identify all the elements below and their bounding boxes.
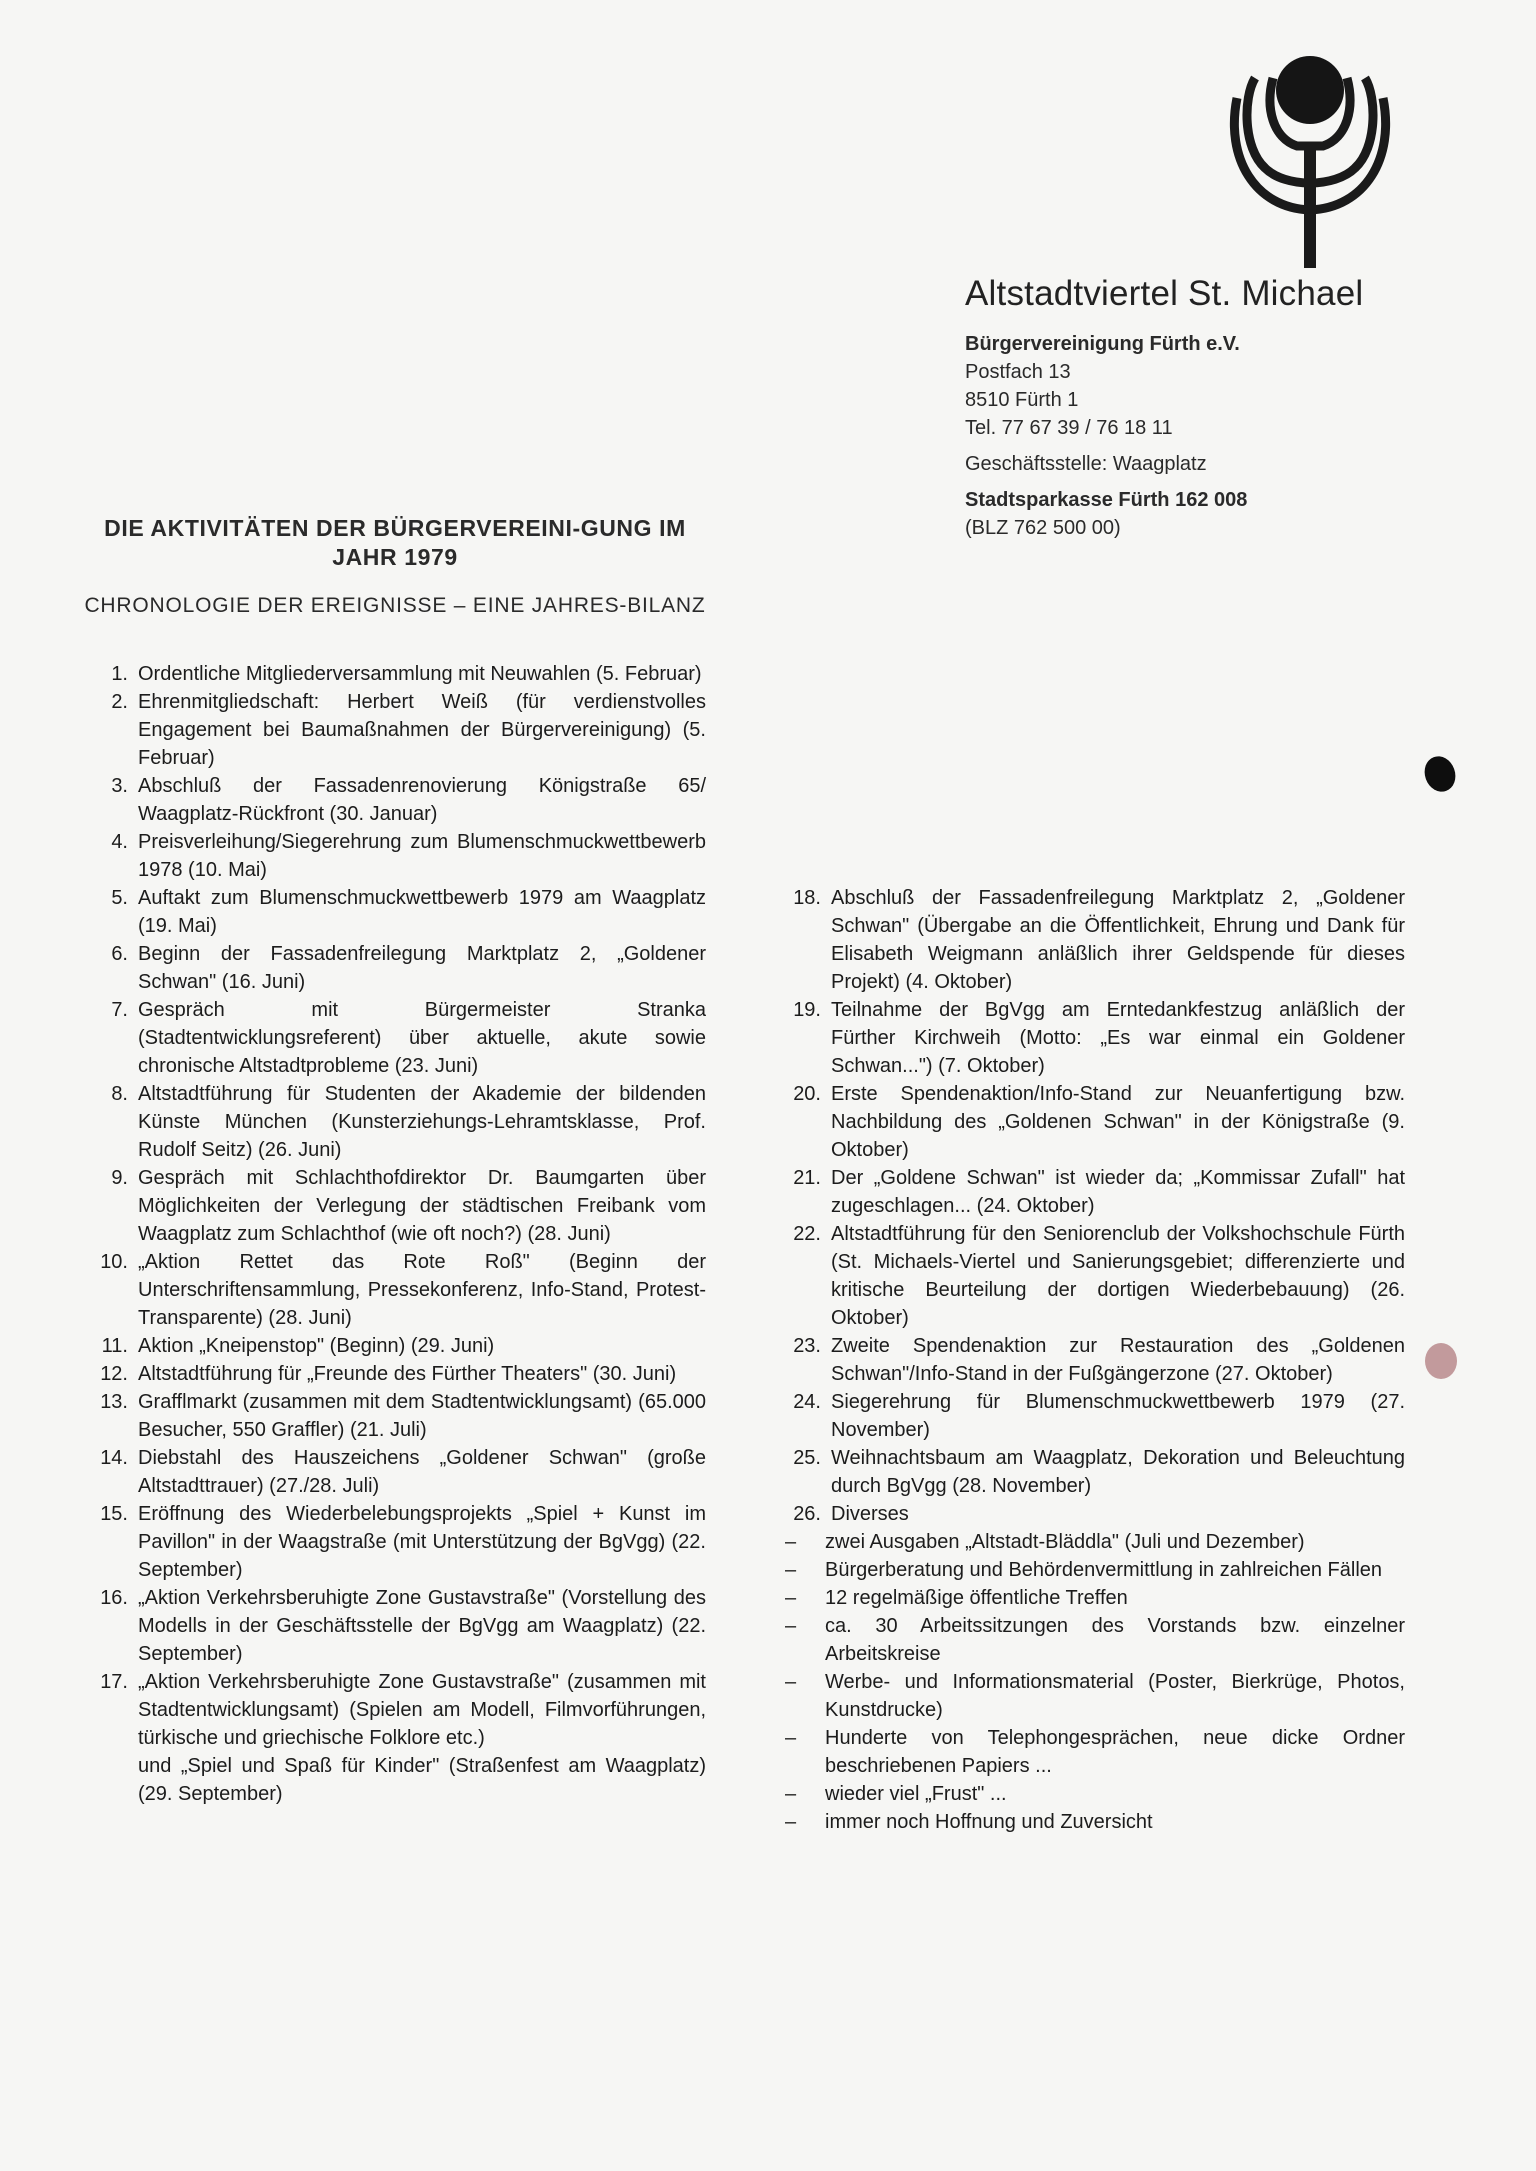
chronology-list-right xyxy=(781,884,1405,1836)
list-item: 14. Diebstahl des Hauszeichens „Goldener Schwan" (große Altstadttrauer) (27./28. Juli) xyxy=(100,1447,706,1497)
diverses-item: – Hunderte von Telephongesprächen, neue dicke Ordner beschriebenen Papiers ... xyxy=(785,1727,1405,1777)
association-name: Bürgervereinigung Fürth e.V. xyxy=(965,333,1240,355)
stain-mark xyxy=(1425,1343,1457,1379)
bank-name: Stadtsparkasse Fürth 162 008 xyxy=(965,489,1248,511)
office-address: Geschäftsstelle: Waagplatz xyxy=(965,453,1207,475)
list-item: 11. Aktion „Kneipenstop" (Beginn) (29. Juni) xyxy=(101,1335,495,1357)
list-item: 22. Altstadtführung für den Seniorenclub der Volkshochschule Fürth (St. Michaels-Viertel und Sanierungsgebiet; differenzierte und kritische Beurteilung der dortigen Wiederbebauung) (26. Oktober) xyxy=(793,1223,1405,1329)
postfach: Postfach 13 xyxy=(965,361,1071,383)
letterhead-address xyxy=(965,330,1247,542)
list-item: 2. Ehrenmitgliedschaft: Herbert Weiß (für verdienstvolles Engagement bei Baumaßnahmen der Bürgervereinigung) (5. Februar) xyxy=(111,691,706,769)
list-item: 4. Preisverleihung/Siegerehrung zum Blumenschmuckwettbewerb 1978 (10. Mai) xyxy=(111,831,706,881)
organization-name: Altstadtviertel St. Michael xyxy=(965,274,1364,313)
diverses-item: – immer noch Hoffnung und Zuversicht xyxy=(785,1811,1153,1833)
list-item: 7. Gespräch mit Bürgermeister Stranka (Stadtentwicklungsreferent) über aktuelle, akute sowie chronische Altstadtprobleme (23. Juni) xyxy=(111,999,706,1077)
diverses-item: – Bürgerberatung und Behördenvermittlung in zahlreichen Fällen xyxy=(785,1559,1383,1581)
list-item: 21. Der „Goldene Schwan" ist wieder da; „Kommissar Zufall" hat zugeschlagen... (24. Oktober) xyxy=(793,1167,1405,1217)
list-item: 24. Siegerehrung für Blumenschmuckwettbewerb 1979 (27. November) xyxy=(793,1391,1405,1441)
diverses-item: – ca. 30 Arbeitssitzungen des Vorstands bzw. einzelner Arbeitskreise xyxy=(785,1615,1405,1665)
bank-code: (BLZ 762 500 00) xyxy=(965,517,1121,539)
city-line: 8510 Fürth 1 xyxy=(965,389,1079,411)
association-emblem-icon xyxy=(1225,38,1395,268)
list-item: 10. „Aktion Rettet das Rote Roß" (Beginn der Unterschriftensammlung, Pressekonferenz, Info-Stand, Protest-Transparente) (28. Juni) xyxy=(100,1251,706,1329)
list-item: 8. Altstadtführung für Studenten der Akademie der bildenden Künste München (Kunsterziehungs-Lehramtsklasse, Prof. Rudolf Seitz) (26. Juni) xyxy=(111,1083,706,1161)
diverses-item: – 12 regelmäßige öffentliche Treffen xyxy=(785,1587,1128,1609)
list-item: 6. Beginn der Fassadenfreilegung Marktplatz 2, „Goldener Schwan" (16. Juni) xyxy=(111,943,706,993)
diverses-item: – zwei Ausgaben „Altstadt-Bläddla" (Juli und Dezember) xyxy=(785,1531,1305,1553)
list-item: 26. Diverses xyxy=(793,1503,909,1525)
list-item: 23. Zweite Spendenaktion zur Restauration des „Goldenen Schwan"/Info-Stand in der Fußgängerzone (27. Oktober) xyxy=(793,1335,1405,1385)
chronology-list-left xyxy=(84,660,706,1808)
diverses-item: – wieder viel „Frust" ... xyxy=(785,1783,1007,1805)
list-item-continuation: und „Spiel und Spaß für Kinder" (Straßenfest am Waagplatz) (29. September) xyxy=(138,1755,706,1805)
list-item: 25. Weihnachtsbaum am Waagplatz, Dekoration und Beleuchtung durch BgVgg (28. November) xyxy=(793,1447,1405,1497)
list-item: 1. Ordentliche Mitgliederversammlung mit Neuwahlen (5. Februar) xyxy=(111,663,702,685)
list-item: 15. Eröffnung des Wiederbelebungsprojekts „Spiel + Kunst im Pavillon" in der Waagstraße (mit Unterstützung der BgVgg) (22. September) xyxy=(100,1503,706,1581)
list-item: 17. „Aktion Verkehrsberuhigte Zone Gustavstraße" (zusammen mit Stadtentwicklungsamt) (Spielen am Modell, Filmvorführungen, türkische und griechische Folklore etc.) xyxy=(100,1671,706,1749)
diverses-item: – Werbe- und Informationsmaterial (Poster, Bierkrüge, Photos, Kunstdrucke) xyxy=(785,1671,1405,1721)
list-item: 5. Auftakt zum Blumenschmuckwettbewerb 1979 am Waagplatz (19. Mai) xyxy=(111,887,706,937)
list-item: 19. Teilnahme der BgVgg am Erntedankfestzug anläßlich der Fürther Kirchweih (Motto: „Es war einmal ein Goldener Schwan...") (7. Oktober) xyxy=(793,999,1405,1077)
document-title: DIE AKTIVITÄTEN DER BÜRGERVEREINI-GUNG IM JAHR 1979 xyxy=(104,515,686,570)
list-item: 18. Abschluß der Fassadenfreilegung Marktplatz 2, „Goldener Schwan" (Übergabe an die Öffentlichkeit, Ehrung und Dank für Elisabeth Weigmann anläßlich ihrer Geldspende für dieses Projekt) (4. Oktober) xyxy=(793,887,1405,993)
list-item: 13. Grafflmarkt (zusammen mit dem Stadtentwicklungsamt) (65.000 Besucher, 550 Graffler) (21. Juli) xyxy=(100,1391,706,1441)
document-subtitle: CHRONOLOGIE DER EREIGNISSE – EINE JAHRES-BILANZ xyxy=(84,594,706,617)
list-item: 9. Gespräch mit Schlachthofdirektor Dr. Baumgarten über Möglichkeiten der Verlegung der städtischen Freibank vom Waagplatz zum Schlachthof (wie oft noch?) (28. Juni) xyxy=(111,1167,706,1245)
list-item: 12. Altstadtführung für „Freunde des Fürther Theaters" (30. Juni) xyxy=(100,1363,677,1385)
telephone: Tel. 77 67 39 / 76 18 11 xyxy=(965,417,1173,439)
list-item: 3. Abschluß der Fassadenrenovierung Königstraße 65/ Waagplatz-Rückfront (30. Januar) xyxy=(111,775,706,825)
list-item: 16. „Aktion Verkehrsberuhigte Zone Gustavstraße" (Vorstellung des Modells in der Geschäftsstelle der BgVgg am Waagplatz) (22. September) xyxy=(100,1587,706,1665)
ink-blot xyxy=(1420,752,1461,796)
list-item: 20. Erste Spendenaktion/Info-Stand zur Neuanfertigung bzw. Nachbildung des „Goldenen Schwan" in der Königstraße (9. Oktober) xyxy=(793,1083,1405,1161)
